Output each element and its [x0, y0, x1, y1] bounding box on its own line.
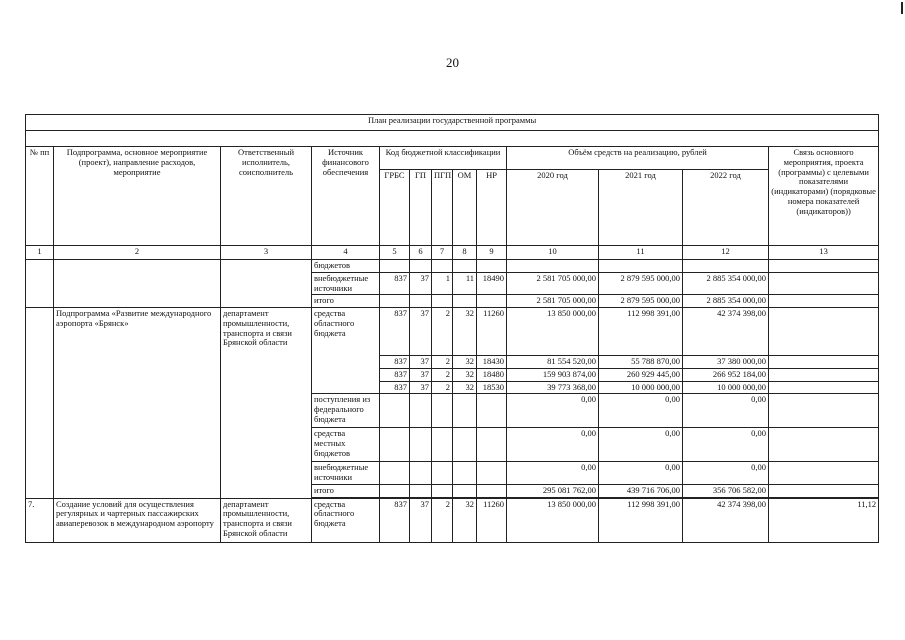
amount-2020: 13 850 000,00: [507, 498, 599, 542]
table-title: План реализации государственной программы: [26, 115, 879, 131]
col-number: 8: [453, 246, 477, 260]
col-number: 2: [54, 246, 221, 260]
grbs-cell: 837: [380, 356, 410, 369]
source-cell: поступления из федерального бюджета: [312, 394, 380, 428]
amount-2021: 112 998 391,00: [599, 308, 683, 356]
amount-2020: 13 850 000,00: [507, 308, 599, 356]
om-cell: 32: [453, 356, 477, 369]
source-cell: внебюджетные источники: [312, 462, 380, 485]
amount-2021: 0,00: [599, 428, 683, 462]
om-cell: 32: [453, 368, 477, 381]
amount-2021: 2 879 595 000,00: [599, 272, 683, 295]
amount-2020: 295 081 762,00: [507, 484, 599, 497]
header-grbs: ГРБС: [380, 170, 410, 246]
edge-mark: [901, 2, 903, 14]
col-number: 5: [380, 246, 410, 260]
col-number: 12: [683, 246, 769, 260]
col-number: 7: [432, 246, 453, 260]
np-cell: 18490: [477, 272, 507, 295]
header-amount: Объём средств на реализацию, рублей: [507, 147, 769, 170]
amount-2022: 2 885 354 000,00: [683, 295, 769, 308]
amount-2022: 266 952 184,00: [683, 368, 769, 381]
amount-2022: 0,00: [683, 394, 769, 428]
grbs-cell: 837: [380, 272, 410, 295]
header-2021: 2021 год: [599, 170, 683, 246]
gp-cell: 37: [410, 368, 432, 381]
amount-2021: 260 929 445,00: [599, 368, 683, 381]
om-cell: 32: [453, 498, 477, 542]
om-cell: 11: [453, 272, 477, 295]
item-responsible: департамент промышленности, транспорта и связи Брянской области: [221, 498, 312, 542]
pgp-cell: 1: [432, 272, 453, 295]
spacer-row: [26, 131, 879, 147]
amount-2021: 0,00: [599, 394, 683, 428]
pgp-cell: 2: [432, 368, 453, 381]
om-cell: 32: [453, 381, 477, 394]
header-num: № пп: [26, 147, 54, 246]
cell-empty: [54, 260, 221, 308]
item-name: Создание условий для осуществления регулярных и чартерных пассажирских авиаперевозок в международном аэропорту: [54, 498, 221, 542]
pgp-cell: 2: [432, 498, 453, 542]
amount-2022: 42 374 398,00: [683, 498, 769, 542]
gp-cell: 37: [410, 308, 432, 356]
grbs-cell: 837: [380, 368, 410, 381]
subprogram-responsible: департамент промышленности, транспорта и связи Брянской области: [221, 308, 312, 499]
amount-2022: 356 706 582,00: [683, 484, 769, 497]
amount-2021: 10 000 000,00: [599, 381, 683, 394]
gp-cell: 37: [410, 498, 432, 542]
table-row: [26, 308, 879, 356]
amount-2022: 42 374 398,00: [683, 308, 769, 356]
amount-2020: 81 554 520,00: [507, 356, 599, 369]
source-cell: средства областного бюджета: [312, 498, 380, 542]
header-2022: 2022 год: [683, 170, 769, 246]
table-row: [26, 498, 879, 542]
grbs-cell: 837: [380, 308, 410, 356]
grbs-cell: 837: [380, 381, 410, 394]
subprogram-name: Подпрограмма «Развитие международного аэропорта «Брянск»: [54, 308, 221, 499]
source-cell: внебюджетные источники: [312, 272, 380, 295]
source-cell: средства местных бюджетов: [312, 428, 380, 462]
np-cell: 18530: [477, 381, 507, 394]
amount-2022: 0,00: [683, 462, 769, 485]
header-link: Связь основного мероприятия, проекта (программы) с целевыми показателями (индикаторами) (порядковые номера показателей (индикаторов)): [769, 147, 879, 246]
col-number: 13: [769, 246, 879, 260]
col-number: 1: [26, 246, 54, 260]
gp-cell: 37: [410, 272, 432, 295]
amount-2021: 0,00: [599, 462, 683, 485]
col-number: 4: [312, 246, 380, 260]
pgp-cell: 2: [432, 356, 453, 369]
np-cell: 11260: [477, 308, 507, 356]
program-plan-table: [25, 114, 879, 543]
page-number: 20: [446, 55, 459, 70]
amount-2022: 2 885 354 000,00: [683, 272, 769, 295]
header-om: ОМ: [453, 170, 477, 246]
cell-empty: [26, 308, 54, 499]
header-budget-code: Код бюджетной классификации: [380, 147, 507, 170]
cell-empty: [221, 260, 312, 308]
amount-2021: 112 998 391,00: [599, 498, 683, 542]
header-responsible: Ответственный исполнитель, соисполнитель: [221, 147, 312, 246]
amount-2020: 0,00: [507, 428, 599, 462]
col-number: 9: [477, 246, 507, 260]
row-number: 7.: [26, 498, 54, 542]
source-cell: средства областного бюджета: [312, 308, 380, 394]
amount-2021: 55 788 870,00: [599, 356, 683, 369]
pgp-cell: 2: [432, 308, 453, 356]
np-cell: 18480: [477, 368, 507, 381]
amount-2020: 0,00: [507, 462, 599, 485]
header-pgp: ПГП: [432, 170, 453, 246]
np-cell: 11260: [477, 498, 507, 542]
header-gp: ГП: [410, 170, 432, 246]
gp-cell: 37: [410, 356, 432, 369]
grbs-cell: 837: [380, 498, 410, 542]
header-name: Подпрограмма, основное мероприятие (проект), направление расходов, мероприятие: [54, 147, 221, 246]
amount-2022: 10 000 000,00: [683, 381, 769, 394]
indicator-link: 11,12: [769, 498, 879, 542]
amount-2021: 439 716 706,00: [599, 484, 683, 497]
header-np: НР: [477, 170, 507, 246]
pgp-cell: 2: [432, 381, 453, 394]
source-cell: бюджетов: [312, 260, 380, 273]
amount-2020: 0,00: [507, 394, 599, 428]
amount-2022: 37 380 000,00: [683, 356, 769, 369]
col-number: 11: [599, 246, 683, 260]
gp-cell: 37: [410, 381, 432, 394]
amount-2020: 159 903 874,00: [507, 368, 599, 381]
col-number: 10: [507, 246, 599, 260]
table-row: [26, 260, 879, 273]
col-number: 6: [410, 246, 432, 260]
header-2020: 2020 год: [507, 170, 599, 246]
om-cell: 32: [453, 308, 477, 356]
source-cell: итого: [312, 484, 380, 497]
amount-2020: 2 581 705 000,00: [507, 272, 599, 295]
cell-empty: [26, 260, 54, 308]
amount-2021: 2 879 595 000,00: [599, 295, 683, 308]
source-cell: итого: [312, 295, 380, 308]
np-cell: 18430: [477, 356, 507, 369]
col-number: 3: [221, 246, 312, 260]
amount-2022: 0,00: [683, 428, 769, 462]
amount-2020: 39 773 368,00: [507, 381, 599, 394]
header-source: Источник финансового обеспечения: [312, 147, 380, 246]
amount-2020: 2 581 705 000,00: [507, 295, 599, 308]
